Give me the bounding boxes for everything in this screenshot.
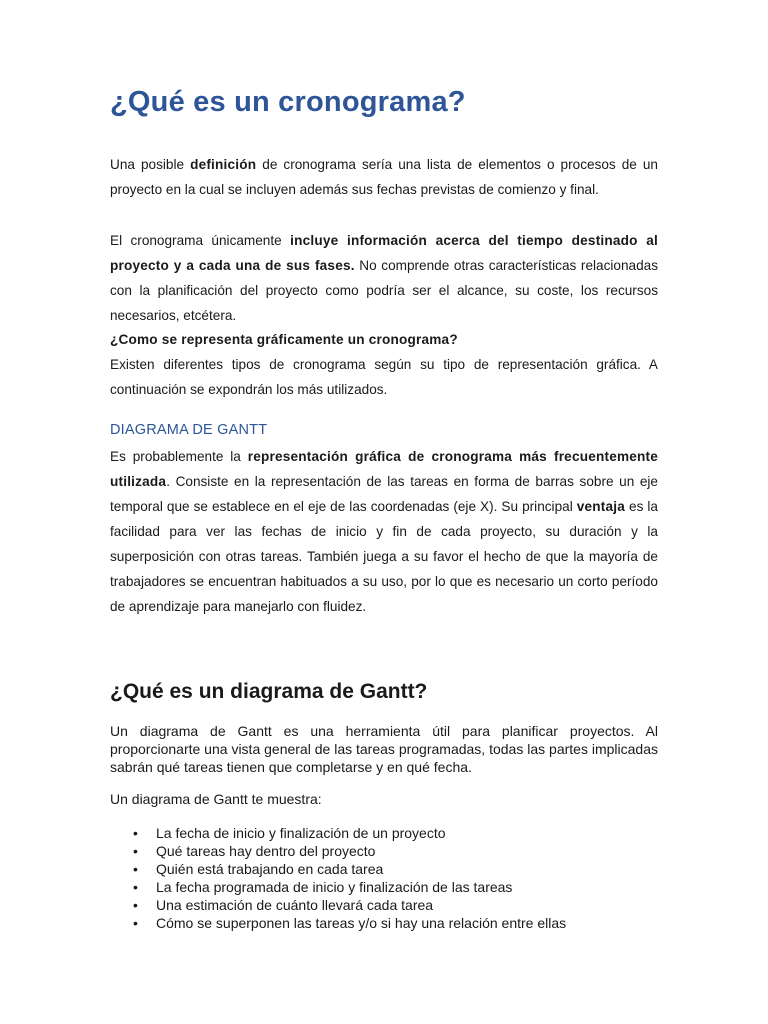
list-item (110, 914, 658, 932)
bullet-icon: • (133, 897, 138, 913)
page-title: ¿Qué es un cronograma? (110, 86, 466, 118)
bullet-icon: • (133, 861, 138, 877)
gantt-text-3: es la facilidad para ver las fechas de inicio y fin de cada proyecto, su duración y la superposición con otras tareas. También juega a su favor el hecho de que la mayoría de trabajadores se encuentran habituados a su uso, por lo que es necesario un corto período de aprendizaje para manejarlo con fluidez. (110, 499, 658, 614)
list-item-text: Qué tareas hay dentro del proyecto (156, 843, 376, 859)
intro-bold-definicion: definición (190, 157, 257, 172)
list-intro: Un diagrama de Gantt te muestra: (110, 791, 322, 807)
gantt-text-1: Es probablemente la (110, 449, 248, 464)
intro-text-1: Una posible (110, 157, 191, 172)
gantt-bold-ventaja: ventaja (576, 499, 625, 514)
gantt-heading: DIAGRAMA DE GANTT (110, 422, 268, 438)
info-paragraph (110, 228, 658, 328)
list-item (110, 860, 658, 878)
gantt-paragraph (110, 444, 658, 619)
list-item-text: La fecha de inicio y finalización de un proyecto (156, 825, 446, 841)
bullet-icon: • (133, 843, 138, 859)
bullet-icon: • (133, 915, 138, 931)
list-item-text: Una estimación de cuánto llevará cada tarea (156, 897, 434, 913)
list-item (110, 842, 658, 860)
intro-text-2: de cronograma sería una lista de elementos o procesos de un proyecto en la cual se incluyen además sus fechas previstas de comienzo y final. (110, 157, 658, 197)
info-bold-highlight: incluye información acerca del tiempo destinado al proyecto y a cada una de sus fases. (110, 233, 659, 273)
gantt-text-2: . Consiste en la representación de las tareas en forma de barras sobre un eje temporal que se establece en el eje de las coordenadas (eje X). Su principal (110, 474, 658, 514)
info-text-1: El cronograma únicamente (110, 233, 291, 248)
list-item (110, 824, 658, 842)
list-item-text: La fecha programada de inicio y finalización de las tareas (156, 879, 513, 895)
types-paragraph: Existen diferentes tipos de cronograma según su tipo de representación gráfica. A continuación se expondrán los más utilizados. (110, 357, 658, 397)
intro-paragraph (110, 152, 658, 202)
question-paragraph (110, 327, 658, 352)
question-text: ¿Como se representa gráficamente un cronograma? (110, 332, 458, 347)
gantt-bold-representacion: representación gráfica de cronograma más frecuentemente utilizada (110, 449, 658, 489)
section2-paragraph: Un diagrama de Gantt es una herramienta útil para planificar proyectos. Al proporcionarte una vista general de las tareas programadas, todas las partes implicadas sabrán qué tareas tienen que completarse y en qué fecha. (110, 723, 658, 775)
list-item (110, 896, 658, 914)
bullet-icon: • (133, 879, 138, 895)
list-item-text: Cómo se superponen las tareas y/o si hay una relación entre ellas (156, 915, 567, 931)
feature-list (110, 824, 658, 932)
list-item (110, 878, 658, 896)
list-item-text: Quién está trabajando en cada tarea (156, 861, 384, 877)
bullet-icon: • (133, 825, 138, 841)
info-text-2: No comprende otras características relacionadas con la planificación del proyecto como podría ser el alcance, su coste, los recursos necesarios, etcétera. (110, 258, 659, 323)
section-heading-gantt: ¿Qué es un diagrama de Gantt? (110, 680, 428, 703)
